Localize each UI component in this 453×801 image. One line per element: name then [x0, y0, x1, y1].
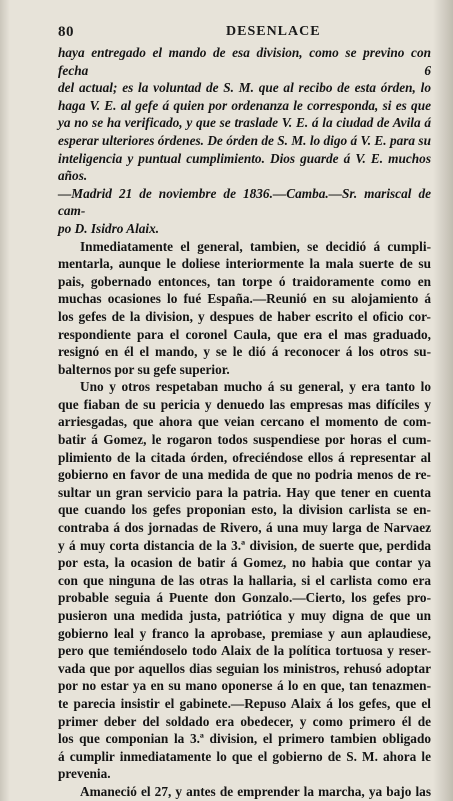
page-number: 80 [58, 24, 74, 40]
page-edge-shadow [433, 0, 453, 801]
text-line: esperar ulteriores órdenes. De órden de S. M. lo digo á V. E. para su [58, 132, 431, 148]
page-header [58, 24, 441, 42]
text-line: te parecia insistir el gabinete.—Repuso Alaix á los gefes, que el [58, 695, 431, 711]
text-line: batir á Gomez, le rogaron todos suspendiese por horas el cum- [58, 432, 431, 448]
text-line: Amaneció el 27, y antes de emprender la marcha, ya bajo las [80, 783, 431, 799]
text-line: los que componian la 3.ª division, el primero tambien obligado [58, 731, 431, 747]
text-line: prevenia. [58, 766, 111, 782]
text-line: gobierno leal y franco la aprobase, premiase y aun aplaudiese, [58, 625, 431, 641]
text-line: gobierno en favor de una medida de que no podria menos de re- [58, 467, 431, 483]
text-line: del actual; es la voluntad de S. M. que al recibo de esta órden, lo [58, 80, 431, 96]
text-line: resignó en él el mando, y se le dió á reconocer á los otros su- [58, 344, 431, 360]
running-head: DESENLACE [226, 24, 321, 39]
text-line: po D. Isidro Alaix. [58, 220, 160, 236]
text-line: primer deber del soldado era obedecer, y como primero él de [58, 713, 431, 729]
text-line: con que ninguna de las otras la hallaria, si el carlista como era [58, 572, 431, 588]
text-line: arriesgadas, que ahora que veian cercano el momento de com- [58, 414, 431, 430]
text-line: por no estar ya en su mano oponerse á lo en que, tan tenazmen- [58, 678, 431, 694]
text-line: que cuando los gefes proponian esto, la division carlista se en- [58, 502, 431, 518]
text-line: contraba á dos jornadas de Rivero, á una muy larga de Narvaez [58, 520, 431, 536]
text-line: y á muy corta distancia de la 3.ª division, de suerte que, perdida [58, 537, 431, 553]
text-line: sultar un gran servicio para la patria. Hay que tener en cuenta [58, 484, 431, 500]
text-line: Inmediatamente el general, tambien, se decidió á cumpli- [80, 238, 431, 254]
text-line: á cumplir inmediatamente lo que el gobierno de S. M. ahora le [58, 748, 431, 764]
text-line: probable seguia á Puente don Gonzalo.—Cierto, los gefes pro- [58, 590, 431, 606]
text-line: vada que por aquellos dias seguian los ministros, rehusó adoptar [58, 660, 431, 676]
text-line: mentarla, aunque le doliese interiormente la mala suerte de su [58, 256, 431, 272]
text-line: inteligencia y puntual cumplimiento. Dios guarde á V. E. muchos años. [58, 150, 431, 184]
text-line: los gefes de la division, y despues de haber escrito el oficio cor- [58, 308, 431, 324]
text-line: plimiento de la citada órden, ofreciéndose ellos á representar al [58, 449, 431, 465]
text-line: que fiaban de su pericia y denuedo las empresas mas difíciles y [58, 396, 431, 412]
text-line: —Madrid 21 de noviembre de 1836.—Camba.—Sr. mariscal de cam- [58, 185, 431, 219]
text-line: respondiente para el coronel Caula, que era el mas graduado, [58, 326, 431, 342]
text-line: haya entregado el mando de esa division, como se previno con fecha 6 [58, 45, 431, 78]
text-line: balternos por su gefe superior. [58, 361, 230, 377]
text-line: Uno y otros respetaban mucho á su general, y era tanto lo [80, 379, 431, 395]
page-gutter-shadow [0, 0, 10, 801]
text-line: pais, gobernado entonces, tan torpe ó traidoramente como en [58, 273, 431, 289]
text-line: por esta, la ocasion de batir á Gomez, no habia que contar ya [58, 555, 431, 571]
text-line: muchas ocasiones lo fué España.—Reunió en su alojamiento á [58, 291, 431, 307]
text-line: pusieron una medida justa, patriótica y muy digna de que un [58, 608, 431, 623]
text-line: ya no se ha verificado, y que se traslade V. E. á la ciudad de Avila á [58, 115, 431, 131]
body-text [58, 44, 431, 801]
text-line: haga V. E. al gefe á quien por ordenanza le corresponda, si es que [58, 97, 431, 113]
text-line: pero que temiéndoselo todo Alaix de la política tortuosa y reser- [58, 643, 431, 659]
